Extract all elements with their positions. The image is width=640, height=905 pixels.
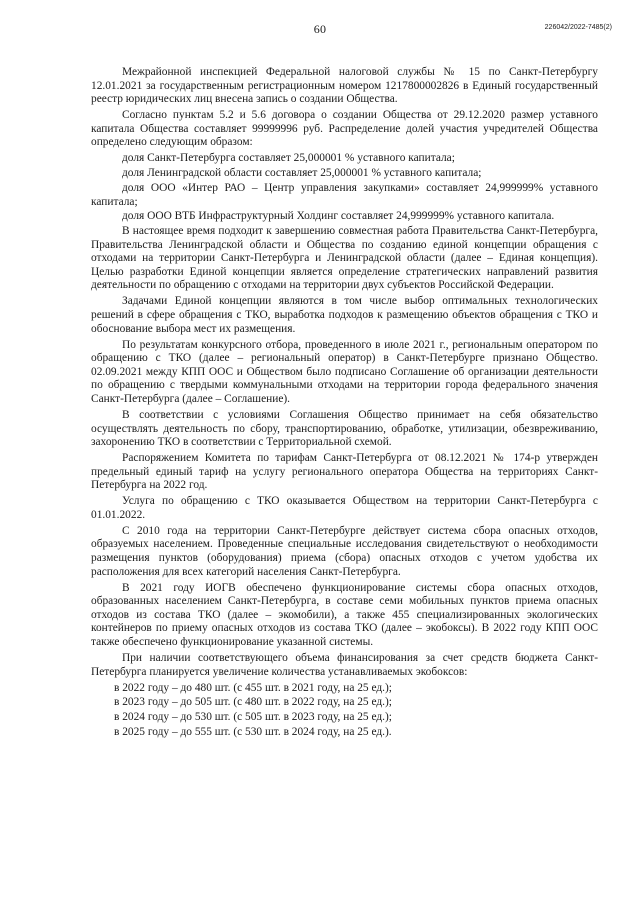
paragraph-capital: Согласно пунктам 5.2 и 5.6 договора о создании Общества от 29.12.2020 размер уставного капитала Общества составляет 99999996 руб. Распределение долей участия учредителей Общества определено следующим образом: xyxy=(91,109,598,149)
paragraph-registration: Межрайонной инспекцией Федеральной налоговой службы № 15 по Санкт-Петербургу 12.01.2021 за государственным регистрационным номером 1217800002826 в Единый государственный реестр юридических лиц внесена запись о создании Общества. xyxy=(91,66,598,106)
paragraph-ecobox-plan: При наличии соответствующего объема финансирования за счет средств бюджета Санкт-Петербурга планируется увеличение количества устанавливаемых экобоксов: xyxy=(91,652,598,678)
document-body xyxy=(91,66,598,741)
paragraph-hazardous-waste-system: С 2010 года на территории Санкт-Петербурге действует система сбора опасных отходов, образуемых населением. Проведенные специальные исследования свидетельствуют о необходимости размещения пунктов (оборудования) приема (сбора) опасных отходов с учетом удобства их расположения для всех категорий населения Санкт-Петербурга. xyxy=(91,524,598,578)
list-item: в 2023 году – до 505 шт. (с 480 шт. в 2022 году, на 25 ед.); xyxy=(114,696,392,709)
paragraph-service-start: Услуга по обращению с ТКО оказывается Обществом на территории Санкт-Петербурга с 01.01.2022. xyxy=(91,495,598,521)
share-item-lenobl: доля Ленинградской области составляет 25,000001 % уставного капитала; xyxy=(122,167,482,180)
list-item: в 2024 году – до 530 шт. (с 505 шт. в 2023 году, на 25 ед.); xyxy=(114,711,392,724)
paragraph-tariff: Распоряжением Комитета по тарифам Санкт-Петербурга от 08.12.2021 № 174-р утвержден предельный единый тариф на услугу регионального оператора Общества на территориях Санкт-Петербурга на 2022 год. xyxy=(91,452,598,492)
paragraph-agreement-obligations: В соответствии с условиями Соглашения Общество принимает на себя обязательство осуществлять деятельность по сбору, транспортированию, обработке, утилизации, обезвреживанию, захоронению ТКО в соответствии с Территориальной схемой. xyxy=(91,408,598,449)
share-item-spb: доля Санкт-Петербурга составляет 25,000001 % уставного капитала; xyxy=(122,152,455,165)
list-item: в 2022 году – до 480 шт. (с 455 шт. в 2021 году, на 25 ед.); xyxy=(114,681,392,694)
paragraph-ecomobiles-ecoboxes: В 2021 году ИОГВ обеспечено функционирование системы сбора опасных отходов, образованных населением Санкт-Петербурга, в составе семи мобильных пунктов приема опасных отходов из состава ТКО (далее – экомобили), а также 455 специализированных экологических контейнеров по приему опасных отходов из состава ТКО (далее – экобоксы). В 2022 году КПП ООС также обеспечено функционирование указанной системы. xyxy=(91,581,598,649)
paragraph-concept-tasks: Задачами Единой концепции являются в том числе выбор оптимальных технологических решений в сфере обращения с ТКО, выработка подходов к размещению объектов обращения с ТКО и обоснование выбора мест их размещения. xyxy=(91,295,598,335)
list-item: в 2025 году – до 555 шт. (с 530 шт. в 2024 году, на 25 ед.). xyxy=(114,725,392,738)
paragraph-regional-operator: По результатам конкурсного отбора, проведенного в июле 2021 г., региональным оператором по обращению с ТКО (далее – региональный оператор) в Санкт-Петербурге признано Общество. 02.09.2021 между КПП ООС и Обществом было подписано Соглашение об организации деятельности по обращению с твердыми коммунальными отходами на территории города федерального значения Санкт-Петербурга (далее – Соглашение). xyxy=(91,338,598,405)
share-item-vtb: доля ООО ВТБ Инфраструктурный Холдинг составляет 24,999999% уставного капитала. xyxy=(122,210,555,223)
page-number: 60 xyxy=(313,22,327,36)
paragraph-unified-concept: В настоящее время подходит к завершению совместная работа Правительства Санкт-Петербурга, Правительства Ленинградской области и Общества по созданию единой концепции обращения с отходами на территории Санкт-Петербурга и Ленинградской области (далее – Единая концепция). Целью разработки Единой концепции является определение стратегических направлений развития деятельности по обращению с отходами на территории двух субъектов Российской Федерации. xyxy=(91,225,598,292)
document-id: 226042/2022-7485(2) xyxy=(544,24,612,31)
share-item-inter-rao: доля ООО «Интер РАО – Центр управления закупками» составляет 24,999999% уставного капитала; xyxy=(91,181,598,208)
